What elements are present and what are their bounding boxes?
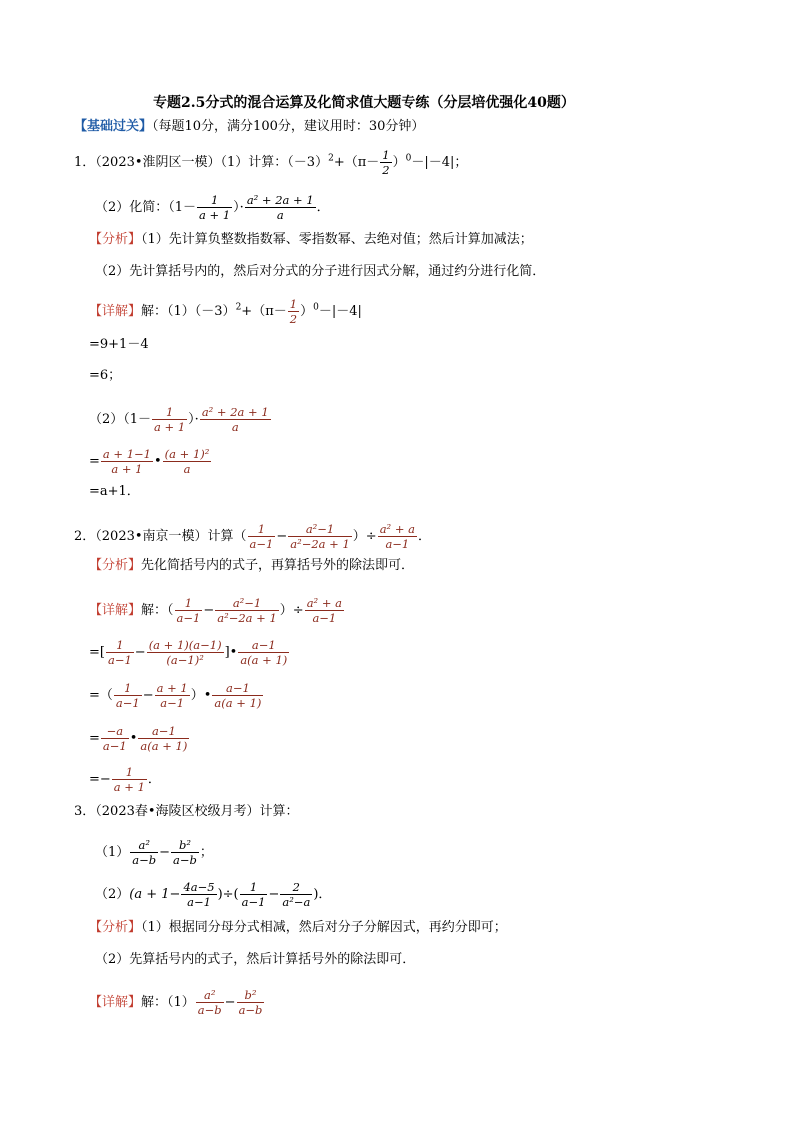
q1-step-4: =a+1． [89,484,140,499]
q1-stem: 1．（2023•淮阴区一模）（1）计算：$(-3)^2+(\pi-$ $\frac{1}{2}$ ）$^0$－|－4|； [74,148,468,177]
q2-step-2: =（ $\frac{1}{a-1}$ − $\frac{a + 1}{a-1}$ ）• $\frac{a-1}{a(a + 1)}$ [89,681,262,710]
q3-analysis-1: 【分析】（1）根据同分母分式相减，然后对分子分解因式，再约分即可； [89,920,507,935]
q2-analysis: 【分析】先化简括号内的式子，再算括号外的除法即可． [89,558,415,573]
section-header [74,119,424,135]
q2-detail: 【详解】解：（ $\frac{1}{a-1}$ − $\frac{\text{a²−1}}{\text{a²−2a + 1}}$ ）÷ $\frac{\text{a² + a}}{a-1}$ [89,596,342,625]
q3-detail: 【详解】解：（1） $\frac{\text{a²}}{a-b}$ − $\frac{\text{b²}}{a-b}$ [89,988,263,1017]
q3-part1: （1） $\frac{\text{a²}}{a-b}$ − $\frac{\text{b²}}{a-b}$ ； [95,838,213,867]
section-info: （每题10分，满分100分，建议用时：30分钟） [152,119,425,134]
q3-stem: 3．（2023春•海陵区校级月考）计算： [74,804,299,819]
q1-step-1: =9+1－4 [89,337,149,352]
q2-step-1: =[ $\frac{1}{a-1}$ − $\frac{(a + 1)(a-1)}{\text{(a−1)²}}$ ]• $\frac{a-1}{a(a + 1)}$ [89,638,288,667]
q1-step-3: = $\frac{a + 1-1}{a + 1}$ • $\frac{\text{(a + 1)²}}{a}$ [89,447,210,476]
q2-step-3: = $\frac{-a}{a-1}$ • $\frac{a-1}{a(a + 1)}$ [89,724,188,753]
q1-analysis-2: （2）先计算括号内的，然后对分式的分子进行因式分解，通过约分进行化简． [95,264,546,279]
q1-detail-1: 【详解】解：$(1)(-3)^2+(\pi-$ $\frac{1}{2}$ ）$^0$－|－4| [89,297,362,326]
section-tag: 【基础过关】 [74,119,153,134]
q1-step-2: =6； [89,368,122,383]
page-title: 专题2.5分式的混合运算及化简求值大题专练（分层培优强化40题） [153,95,575,111]
q1-analysis-1: 【分析】（1）先计算负整数指数幂、零指数幂、去绝对值；然后计算加减法； [89,232,533,247]
q2-step-4: =− $\frac{1}{a + 1}$ ． [89,765,161,794]
q1-detail-2: （2）（1－ $\frac{1}{a + 1}$ ）· $\frac{\text{a² + 2a + 1}}{a}$ [89,405,269,434]
q3-analysis-2: （2）先算括号内的式子，然后计算括号外的除法即可． [95,952,416,967]
q2-stem: 2．（2023•南京一模）计算（ $\frac{1}{a-1}$ − $\frac{\text{a²−1}}{\text{a²−2a + 1}}$ ）÷ $\frac{\text{a² + a}}{a-1}$ ． [74,522,431,551]
q1-part2: （2）化简：（1－ $\frac{1}{a + 1}$ ）· $\frac{\text{a² + 2a + 1}}{a}$ ． [95,193,330,222]
q3-part2: （2）(a + 1− $\frac{4a-5}{a-1}$ )÷( $\frac{1}{a-1}$ − $\frac{2}{\text{a²−a}}$ )． [95,880,332,909]
